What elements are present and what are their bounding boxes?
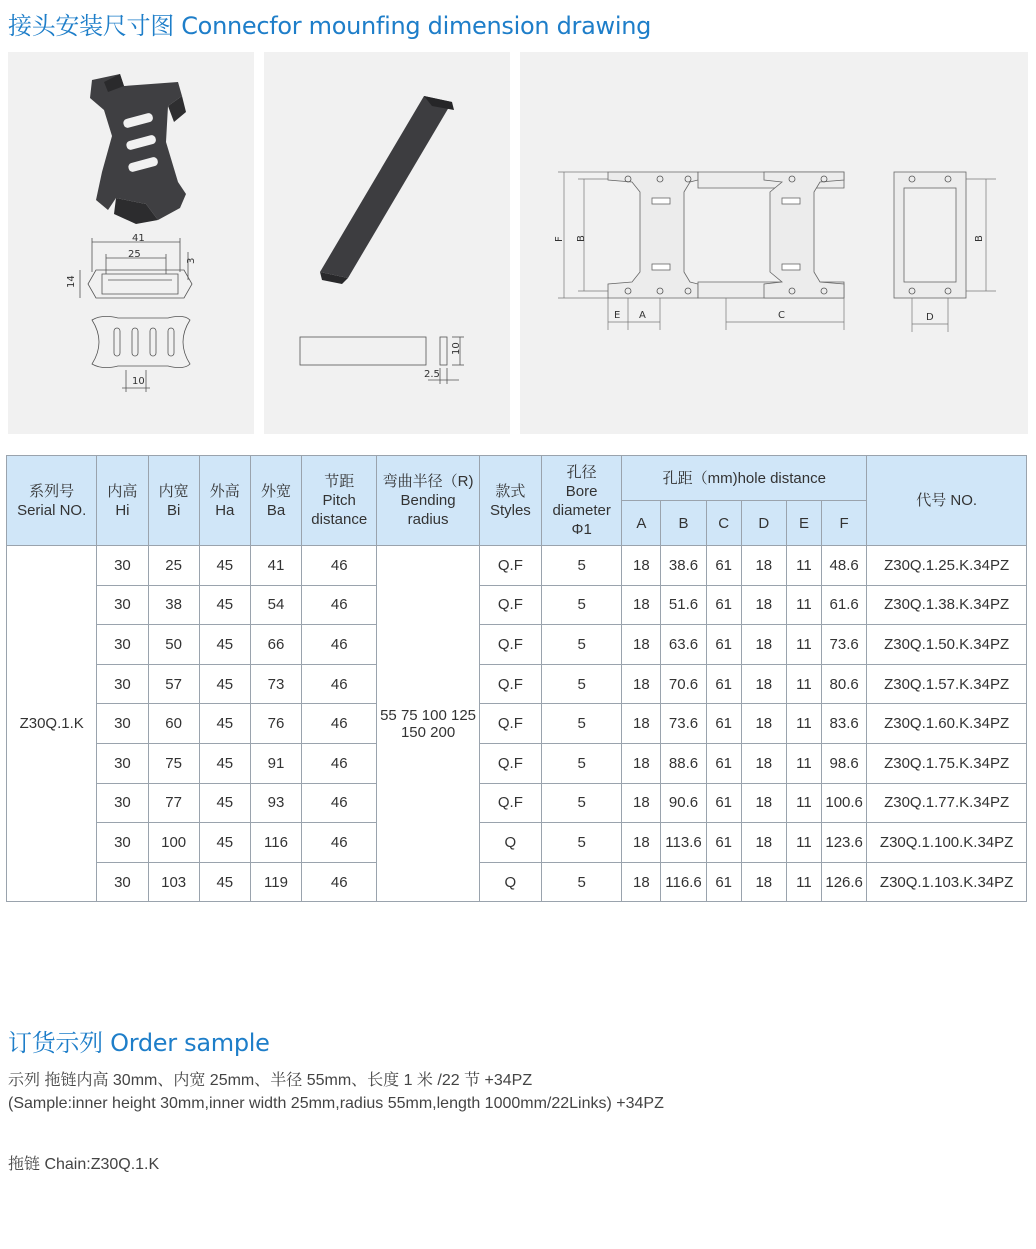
ha-cell: 45 [199, 625, 250, 665]
d-cell: 18 [741, 823, 786, 863]
code-cell: Z30Q.1.50.K.34PZ [867, 625, 1027, 665]
header-hi: 内高 Hi [97, 456, 148, 546]
a-cell: 18 [622, 625, 661, 665]
table-row [7, 862, 1027, 902]
ha-cell: 45 [199, 823, 250, 863]
bi-cell: 100 [148, 823, 199, 863]
b-cell: 73.6 [661, 704, 706, 744]
c-cell: 61 [706, 783, 741, 823]
hi-cell: 30 [97, 743, 148, 783]
e-cell: 11 [786, 585, 821, 625]
a-cell: 18 [622, 783, 661, 823]
dim-25: 25 [128, 249, 141, 260]
ba-cell: 54 [250, 585, 301, 625]
assembly-side-view [894, 172, 966, 298]
header-d: D [741, 501, 786, 546]
connector-drawing [8, 52, 254, 434]
b-cell: 116.6 [661, 862, 706, 902]
serial-cell: Z30Q.1.K [7, 546, 97, 902]
header-ba: 外宽 Ba [250, 456, 301, 546]
ba-cell: 116 [250, 823, 301, 863]
label-F: F [554, 236, 565, 242]
c-cell: 61 [706, 546, 741, 586]
dim-3: 3 [186, 257, 197, 264]
pitch-cell: 46 [302, 546, 377, 586]
ha-cell: 45 [199, 546, 250, 586]
b-cell: 70.6 [661, 664, 706, 704]
code-cell: Z30Q.1.75.K.34PZ [867, 743, 1027, 783]
code-cell: Z30Q.1.100.K.34PZ [867, 823, 1027, 863]
header-styles: 款式 Styles [479, 456, 541, 546]
ha-cell: 45 [199, 664, 250, 704]
dim-10: 10 [132, 376, 145, 387]
bore-cell: 5 [542, 546, 622, 586]
b-cell: 63.6 [661, 625, 706, 665]
hi-cell: 30 [97, 783, 148, 823]
hi-cell: 30 [97, 704, 148, 744]
f-cell: 83.6 [822, 704, 867, 744]
code-cell: Z30Q.1.77.K.34PZ [867, 783, 1027, 823]
style-cell: Q [479, 823, 541, 863]
pitch-cell: 46 [302, 823, 377, 863]
table-row [7, 704, 1027, 744]
strip-drawing [264, 52, 510, 434]
header-pitch: 节距 Pitch distance [302, 456, 377, 546]
table-row [7, 783, 1027, 823]
style-cell: Q.F [479, 625, 541, 665]
style-cell: Q [479, 862, 541, 902]
c-cell: 61 [706, 704, 741, 744]
bi-cell: 50 [148, 625, 199, 665]
bi-cell: 60 [148, 704, 199, 744]
assembly-drawing [520, 52, 1028, 434]
header-serial: 系列号 Serial NO. [7, 456, 97, 546]
b-cell: 113.6 [661, 823, 706, 863]
style-cell: Q.F [479, 585, 541, 625]
header-ha: 外高 Ha [199, 456, 250, 546]
order-title: 订货示列 Order sample [8, 1029, 270, 1057]
hi-cell: 30 [97, 625, 148, 665]
table-row [7, 823, 1027, 863]
c-cell: 61 [706, 823, 741, 863]
d-cell: 18 [741, 743, 786, 783]
bi-cell: 38 [148, 585, 199, 625]
f-cell: 80.6 [822, 664, 867, 704]
ha-cell: 45 [199, 704, 250, 744]
hi-cell: 30 [97, 664, 148, 704]
code-cell: Z30Q.1.60.K.34PZ [867, 704, 1027, 744]
table-row [7, 546, 1027, 586]
a-cell: 18 [622, 585, 661, 625]
b-cell: 51.6 [661, 585, 706, 625]
f-cell: 73.6 [822, 625, 867, 665]
c-cell: 61 [706, 664, 741, 704]
bore-cell: 5 [542, 664, 622, 704]
hi-cell: 30 [97, 823, 148, 863]
header-no: 代号 NO. [867, 456, 1027, 546]
f-cell: 98.6 [822, 743, 867, 783]
f-cell: 100.6 [822, 783, 867, 823]
bi-cell: 25 [148, 546, 199, 586]
pitch-cell: 46 [302, 862, 377, 902]
hi-cell: 30 [97, 862, 148, 902]
d-cell: 18 [741, 664, 786, 704]
connector-photo [90, 74, 186, 224]
d-cell: 18 [741, 625, 786, 665]
header-hole-distance: 孔距（mm)hole distance [622, 456, 867, 501]
order-line-3: 拖链 Chain:Z30Q.1.K [8, 1156, 160, 1173]
code-cell: Z30Q.1.25.K.34PZ [867, 546, 1027, 586]
label-D: D [926, 312, 934, 323]
label-C: C [778, 310, 785, 321]
pitch-cell: 46 [302, 585, 377, 625]
hi-cell: 30 [97, 585, 148, 625]
e-cell: 11 [786, 664, 821, 704]
style-cell: Q.F [479, 743, 541, 783]
code-cell: Z30Q.1.103.K.34PZ [867, 862, 1027, 902]
label-B-side: B [974, 235, 985, 242]
dim-strip-2-5: 2.5 [424, 369, 440, 380]
strip-drawing-panel [264, 52, 510, 434]
header-b: B [661, 501, 706, 546]
style-cell: Q.F [479, 664, 541, 704]
ba-cell: 93 [250, 783, 301, 823]
e-cell: 11 [786, 862, 821, 902]
header-f: F [822, 501, 867, 546]
a-cell: 18 [622, 862, 661, 902]
label-E: E [614, 310, 621, 321]
e-cell: 11 [786, 743, 821, 783]
ha-cell: 45 [199, 743, 250, 783]
table-row [7, 743, 1027, 783]
strip-photo [320, 96, 454, 284]
c-cell: 61 [706, 625, 741, 665]
ba-cell: 66 [250, 625, 301, 665]
table-row [7, 664, 1027, 704]
bore-cell: 5 [542, 862, 622, 902]
e-cell: 11 [786, 546, 821, 586]
a-cell: 18 [622, 546, 661, 586]
bore-cell: 5 [542, 743, 622, 783]
bi-cell: 75 [148, 743, 199, 783]
radius-line: 150 200 [400, 723, 456, 741]
dim-14: 14 [66, 275, 77, 288]
table-row [7, 585, 1027, 625]
dim-41: 41 [132, 233, 145, 244]
f-cell: 48.6 [822, 546, 867, 586]
order-line-2: (Sample:inner height 30mm,inner width 25mm,radius 55mm,length 1000mm/22Links) +34PZ [8, 1095, 664, 1112]
table-row [7, 625, 1027, 665]
c-cell: 61 [706, 743, 741, 783]
f-cell: 126.6 [822, 862, 867, 902]
bore-cell: 5 [542, 783, 622, 823]
bi-cell: 103 [148, 862, 199, 902]
ba-cell: 76 [250, 704, 301, 744]
b-cell: 38.6 [661, 546, 706, 586]
bore-cell: 5 [542, 585, 622, 625]
pitch-cell: 46 [302, 664, 377, 704]
e-cell: 11 [786, 625, 821, 665]
order-line-1: 示列 拖链内高 30mm、内宽 25mm、半径 55mm、长度 1 米 /22 节 +34PZ [8, 1072, 533, 1089]
connector-profile [80, 238, 192, 298]
code-cell: Z30Q.1.57.K.34PZ [867, 664, 1027, 704]
assembly-chain-view [608, 172, 844, 298]
connector-drawing-panel [8, 52, 254, 434]
pitch-cell: 46 [302, 783, 377, 823]
pitch-cell: 46 [302, 625, 377, 665]
bi-cell: 57 [148, 664, 199, 704]
ba-cell: 119 [250, 862, 301, 902]
a-cell: 18 [622, 704, 661, 744]
d-cell: 18 [741, 546, 786, 586]
header-c: C [706, 501, 741, 546]
b-cell: 88.6 [661, 743, 706, 783]
hi-cell: 30 [97, 546, 148, 586]
spec-table [6, 455, 1027, 902]
a-cell: 18 [622, 823, 661, 863]
radius-cell [377, 546, 479, 902]
label-B: B [576, 235, 587, 242]
a-cell: 18 [622, 743, 661, 783]
header-e: E [786, 501, 821, 546]
bore-cell: 5 [542, 704, 622, 744]
code-cell: Z30Q.1.38.K.34PZ [867, 585, 1027, 625]
pitch-cell: 46 [302, 704, 377, 744]
header-radius: 弯曲半径（R) Bending radius [377, 456, 479, 546]
f-cell: 123.6 [822, 823, 867, 863]
assembly-drawing-panel [520, 52, 1028, 434]
e-cell: 11 [786, 783, 821, 823]
ha-cell: 45 [199, 862, 250, 902]
c-cell: 61 [706, 862, 741, 902]
header-bi: 内宽 Bi [148, 456, 199, 546]
dim-strip-10: 10 [451, 342, 462, 355]
pitch-cell: 46 [302, 743, 377, 783]
header-a: A [622, 501, 661, 546]
spec-table-body [7, 546, 1027, 902]
ha-cell: 45 [199, 783, 250, 823]
header-bore: 孔径 Bore diameter Φ1 [542, 456, 622, 546]
label-A: A [639, 310, 646, 321]
bi-cell: 77 [148, 783, 199, 823]
style-cell: Q.F [479, 783, 541, 823]
f-cell: 61.6 [822, 585, 867, 625]
radius-line: 55 75 100 125 [380, 706, 477, 724]
b-cell: 90.6 [661, 783, 706, 823]
bore-cell: 5 [542, 823, 622, 863]
ba-cell: 91 [250, 743, 301, 783]
ba-cell: 41 [250, 546, 301, 586]
e-cell: 11 [786, 704, 821, 744]
page-title: 接头安装尺寸图 Connecfor mounfing dimension drawing [8, 12, 652, 40]
style-cell: Q.F [479, 546, 541, 586]
e-cell: 11 [786, 823, 821, 863]
d-cell: 18 [741, 585, 786, 625]
d-cell: 18 [741, 783, 786, 823]
style-cell: Q.F [479, 704, 541, 744]
a-cell: 18 [622, 664, 661, 704]
d-cell: 18 [741, 704, 786, 744]
c-cell: 61 [706, 585, 741, 625]
ha-cell: 45 [199, 585, 250, 625]
ba-cell: 73 [250, 664, 301, 704]
bore-cell: 5 [542, 625, 622, 665]
d-cell: 18 [741, 862, 786, 902]
